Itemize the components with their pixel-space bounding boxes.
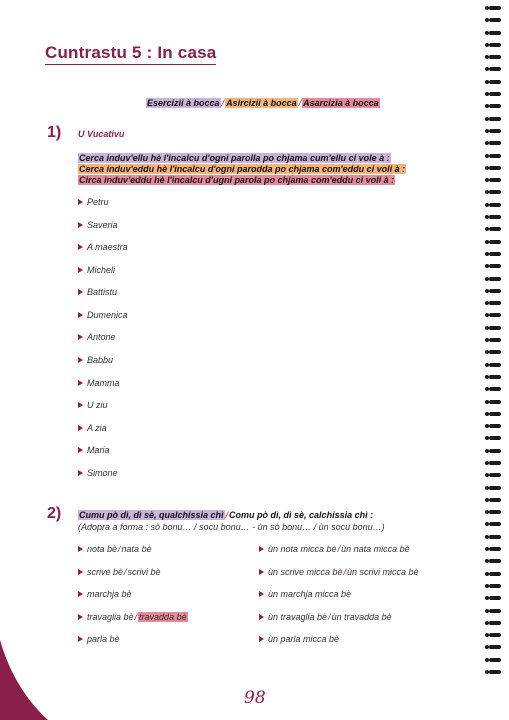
bullet-arrow-icon [78, 470, 83, 476]
corner-decoration [0, 640, 48, 720]
bullet-arrow-icon [259, 614, 264, 620]
list-item: Simone [78, 468, 118, 478]
section-1-title: U Vucativu [78, 129, 125, 139]
section-2-title-b: Comu pò dì, dì sè, calchissia chì : [229, 510, 374, 520]
binding-ring [489, 55, 501, 59]
list-item: A zia [78, 423, 107, 433]
bullet-arrow-icon [78, 312, 83, 318]
instruction-variant-3: Circa induv'eddu hè l'incalcu d'ugni parola po chjama com'eddu ci voli à : [79, 175, 395, 185]
section-2-subtitle: (Adopra a forma : sò bonu… / socu bonu… - ùn sò bonu… / ùn socu bonu…) [78, 522, 385, 532]
binding-ring [489, 670, 501, 674]
header-sep: / [221, 98, 225, 108]
binding-ring [489, 486, 501, 490]
bullet-arrow-icon [78, 402, 83, 408]
bullet-arrow-icon [78, 636, 83, 642]
bullet-arrow-icon [78, 425, 83, 431]
binding-ring [489, 461, 501, 465]
binding-ring [489, 424, 501, 428]
header-variant-2: Asircizii à bocca [226, 98, 297, 108]
binding-ring [489, 449, 501, 453]
bullet-arrow-icon [78, 591, 83, 597]
binding-ring [489, 645, 501, 649]
binding-ring [489, 227, 501, 231]
binding-ring [489, 166, 501, 170]
list-item: Dumenica [78, 310, 128, 320]
list-item: U ziu [78, 400, 108, 410]
list-item: ùn marchja micca bè [259, 589, 351, 599]
binding-ring [489, 363, 501, 367]
binding-ring [489, 178, 501, 182]
binding-ring [489, 387, 501, 391]
binding-ring [489, 522, 501, 526]
bullet-arrow-icon [259, 591, 264, 597]
binding-ring [489, 6, 501, 10]
list-item: Petru [78, 197, 109, 207]
bullet-arrow-icon [78, 569, 83, 575]
list-item: ùn parla micca bè [259, 634, 339, 644]
title-sep: / [225, 510, 229, 520]
binding-ring [489, 117, 501, 121]
binding-ring [489, 547, 501, 551]
list-item: scrive bè / scrivi bè [78, 567, 161, 577]
list-item: ùn nota micca bè / ùn nata micca bè [259, 544, 410, 554]
binding-ring [489, 141, 501, 145]
binding-ring [489, 190, 501, 194]
binding-ring [489, 535, 501, 539]
binding-ring [489, 375, 501, 379]
binding-ring [489, 264, 501, 268]
binding-ring [489, 252, 501, 256]
bullet-arrow-icon [259, 569, 264, 575]
list-item: Micheli [78, 265, 115, 275]
instruction-variant-2: Cerca induv'eddu hè l'incalcu d'ogni parodda po chjama com'eddu ci voli à : [79, 164, 406, 174]
bullet-arrow-icon [78, 380, 83, 386]
binding-ring [489, 289, 501, 293]
binding-ring [489, 510, 501, 514]
bullet-arrow-icon [78, 244, 83, 250]
bullet-arrow-icon [78, 447, 83, 453]
binding-ring [489, 559, 501, 563]
binding-ring [489, 596, 501, 600]
section-1-number: 1) [47, 124, 62, 141]
bullet-arrow-icon [78, 289, 83, 295]
page-title: Cuntrastu 5 : In casa [45, 43, 216, 65]
binding-ring [489, 572, 501, 576]
binding-ring [489, 18, 501, 22]
bullet-arrow-icon [78, 614, 83, 620]
list-item: A maestra [78, 242, 128, 252]
binding-ring [489, 129, 501, 133]
binding-ring [489, 67, 501, 71]
section-2-number: 2) [47, 505, 62, 522]
list-item: Maria [78, 445, 110, 455]
binding-ring [489, 621, 501, 625]
spiral-binding [489, 6, 503, 682]
list-item: travaglia bè / travadda bè [78, 612, 188, 622]
binding-ring [489, 436, 501, 440]
bullet-arrow-icon [78, 222, 83, 228]
section-2-title-a: Cumu pò dì, dì sè, qualchissia chì [79, 510, 224, 520]
list-item: marchja bè [78, 589, 132, 599]
binding-ring [489, 584, 501, 588]
list-item: nota bè / nata bè [78, 544, 152, 554]
binding-ring [489, 412, 501, 416]
binding-ring [489, 609, 501, 613]
header-sep: / [298, 98, 302, 108]
binding-ring [489, 658, 501, 662]
binding-ring [489, 277, 501, 281]
page-number: 98 [244, 688, 266, 708]
binding-ring [489, 92, 501, 96]
bullet-arrow-icon [259, 546, 264, 552]
binding-ring [489, 104, 501, 108]
bullet-arrow-icon [78, 546, 83, 552]
list-item: ùn scrive micca bè / ùn scrivi micca bè [259, 567, 419, 577]
list-item: Battistu [78, 287, 117, 297]
list-item: Antone [78, 332, 116, 342]
instruction-variant-1: Cerca induv'ellu hè l'incalcu d'ogni parolla po chjama cum'ellu ci vole à : [79, 153, 390, 163]
list-item: Mamma [78, 378, 120, 388]
binding-ring [489, 43, 501, 47]
binding-ring [489, 633, 501, 637]
binding-ring [489, 473, 501, 477]
section-2-title [78, 510, 373, 521]
binding-ring [489, 240, 501, 244]
list-item: parla bè [78, 634, 120, 644]
binding-ring [489, 498, 501, 502]
bullet-arrow-icon [78, 357, 83, 363]
list-item: ùn travaglia bè / ùn travadda bè [259, 612, 392, 622]
binding-ring [489, 400, 501, 404]
header-variant-1: Esercizii à bocca [147, 98, 220, 108]
binding-ring [489, 326, 501, 330]
binding-ring [489, 338, 501, 342]
list-item: Babbu [78, 355, 113, 365]
exercise-header [146, 98, 380, 108]
bullet-arrow-icon [78, 334, 83, 340]
binding-ring [489, 31, 501, 35]
instructions-block [78, 153, 406, 186]
binding-ring [489, 350, 501, 354]
binding-ring [489, 215, 501, 219]
binding-ring [489, 313, 501, 317]
bullet-arrow-icon [78, 267, 83, 273]
binding-ring [489, 80, 501, 84]
binding-ring [489, 301, 501, 305]
binding-ring [489, 154, 501, 158]
bullet-arrow-icon [78, 199, 83, 205]
list-item: Saveria [78, 220, 118, 230]
header-variant-3: Asarcizia à bocca [303, 98, 379, 108]
bullet-arrow-icon [259, 636, 264, 642]
binding-ring [489, 203, 501, 207]
